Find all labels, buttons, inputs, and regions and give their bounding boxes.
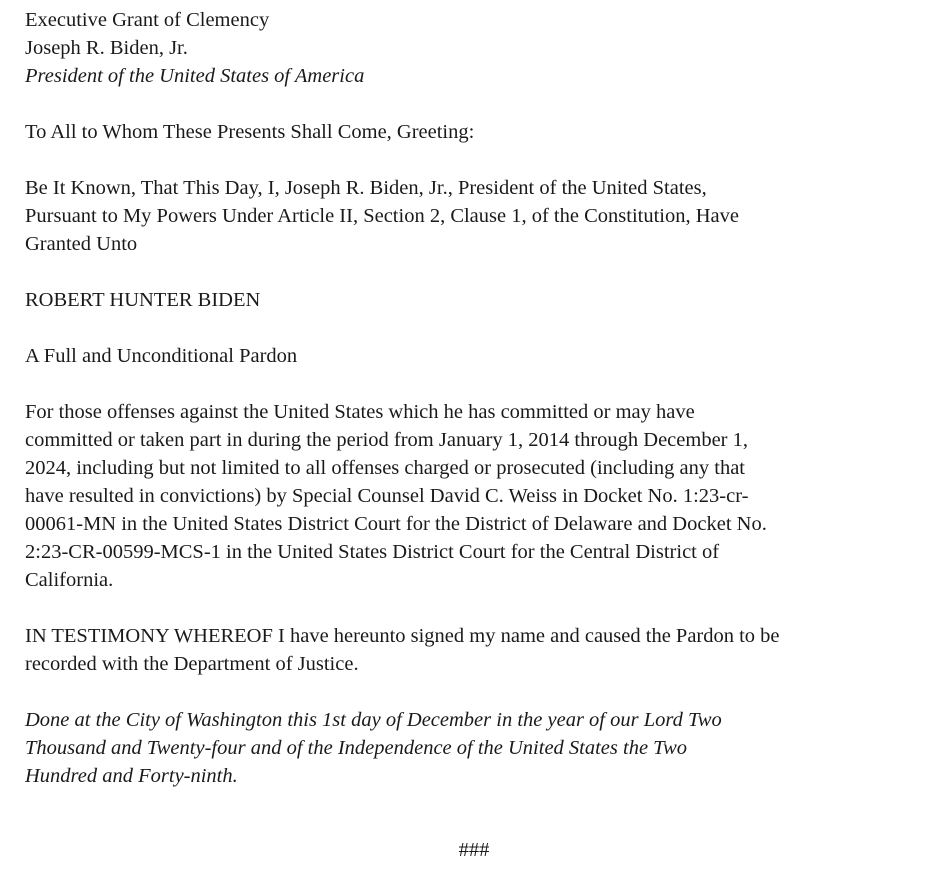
- offenses-line: 2024, including but not limited to all offenses charged or prosecuted (including any that: [25, 457, 746, 479]
- header-president-title: President of the United States of America: [25, 65, 365, 87]
- offenses-line: committed or taken part in during the period from January 1, 2014 through December 1,: [25, 429, 748, 451]
- offenses-line: have resulted in convictions) by Special Counsel David C. Weiss in Docket No. 1:23-cr-: [25, 485, 749, 507]
- offenses-line: 2:23-CR-00599-MCS-1 in the United States District Court for the Central District of: [25, 541, 720, 563]
- done-at-line: Done at the City of Washington this 1st day of December in the year of our Lord Two: [25, 709, 722, 731]
- spacer: [25, 314, 930, 342]
- end-mark: ###: [458, 839, 490, 861]
- header-president-name: Joseph R. Biden, Jr.: [25, 37, 188, 59]
- spacer: [25, 258, 930, 286]
- testimony-line: recorded with the Department of Justice.: [25, 653, 359, 675]
- grantee-name: ROBERT HUNTER BIDEN: [25, 289, 261, 311]
- spacer: [25, 146, 930, 174]
- preamble-line: Pursuant to My Powers Under Article II, Section 2, Clause 1, of the Constitution, Have: [25, 205, 739, 227]
- offenses-line: 00061-MN in the United States District Court for the District of Delaware and Docket No.: [25, 513, 767, 535]
- preamble-line: Granted Unto: [25, 233, 138, 255]
- done-at-line: Hundred and Forty-ninth.: [25, 765, 238, 787]
- offenses-line: California.: [25, 569, 114, 591]
- clemency-document: [25, 6, 930, 790]
- spacer: [25, 678, 930, 706]
- preamble-line: Be It Known, That This Day, I, Joseph R. Biden, Jr., President of the United States,: [25, 177, 707, 199]
- greeting: To All to Whom These Presents Shall Come, Greeting:: [25, 121, 475, 143]
- spacer: [25, 370, 930, 398]
- done-at-line: Thousand and Twenty-four and of the Independence of the United States the Two: [25, 737, 687, 759]
- pardon-type: A Full and Unconditional Pardon: [25, 345, 298, 367]
- header-title: Executive Grant of Clemency: [25, 9, 270, 31]
- offenses-line: For those offenses against the United States which he has committed or may have: [25, 401, 695, 423]
- spacer: [25, 594, 930, 622]
- testimony-line: IN TESTIMONY WHEREOF I have hereunto signed my name and caused the Pardon to be: [25, 625, 780, 647]
- spacer: [25, 90, 930, 118]
